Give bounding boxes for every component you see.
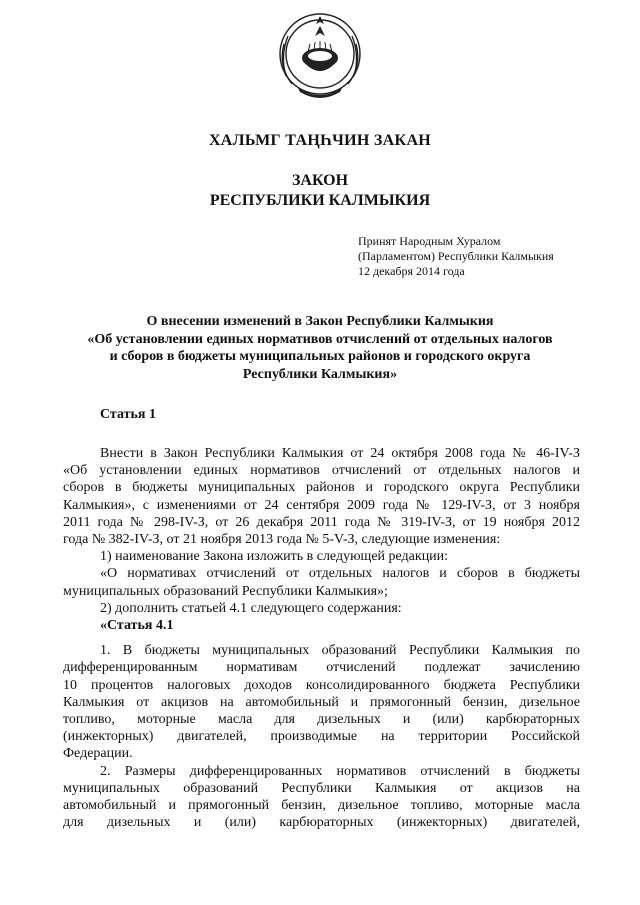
- subject-line: «Об установлении единых нормативов отчислений от отдельных налогов: [87, 331, 553, 347]
- adoption-line: (Парламентом) Республики Калмыкия: [358, 249, 554, 263]
- subject-line: и сборов в бюджеты муниципальных районов и городского округа: [109, 349, 531, 364]
- body-line: Калмыкия», с изменениями от 24 сентября 2009 года № 129-IV-З, от 3 ноября: [63, 497, 580, 513]
- article-4-1-heading: «Статья 4.1: [100, 618, 174, 634]
- body-line: года № 382-IV-З, от 21 ноября 2013 года № 5-V-З, следующие изменения:: [63, 532, 501, 548]
- body-line: «О нормативах отчислений от отдельных налогов и сборов в бюджеты: [100, 566, 580, 582]
- amendment-item: 2) дополнить статьей 4.1 следующего содержания:: [100, 600, 402, 616]
- body-line: 2. Размеры дифференцированных нормативов отчислений в бюджеты: [100, 763, 580, 779]
- law-subject-title: [0, 313, 640, 383]
- body-line: 2011 года № 298-IV-З, от 26 декабря 2011 года № 319-IV-З, от 19 ноября 2012: [63, 514, 580, 530]
- law-title: [0, 171, 640, 211]
- subject-line: Республики Калмыкия»: [242, 366, 398, 382]
- body-line: Внести в Закон Республики Калмыкия от 24 октября 2008 года № 46-IV-З: [100, 446, 580, 461]
- article-body: [63, 445, 580, 831]
- article-1-heading: Статья 1: [100, 407, 156, 422]
- law-word: ЗАКОН: [291, 172, 349, 189]
- body-line: муниципальных образований Республики Калмыкия от акцизов на: [63, 780, 580, 796]
- body-line: дифференцированным нормативам отчислений подлежат зачислению: [63, 660, 580, 676]
- body-line: Федерации.: [63, 746, 133, 762]
- adoption-note: [358, 234, 628, 279]
- republic-name: РЕСПУБЛИКИ КАЛМЫКИЯ: [209, 192, 431, 209]
- body-line: для дизельных и (или) карбюраторных (инжекторных) двигателей,: [63, 815, 580, 831]
- amendment-item: 1) наименование Закона изложить в следующей редакции:: [100, 549, 449, 565]
- kalmyk-law-title: ХАЛЬМГ ТАҢҺЧИН ЗАКАН: [208, 132, 432, 149]
- body-line: (инжекторных) двигателей, производимые на территории Российской: [63, 729, 580, 745]
- body-line: 10 процентов налоговых доходов консолидированного бюджета Республики: [63, 677, 580, 693]
- body-line: муниципальных образований Республики Калмыкия»;: [63, 583, 388, 599]
- body-line: Калмыкия от акцизов на автомобильный и прямогонный бензин, дизельное: [63, 694, 580, 710]
- body-line: «Об установлении единых нормативов отчислений от отдельных налогов и: [63, 463, 580, 479]
- adoption-date: 12 декабря 2014 года: [358, 264, 465, 278]
- body-line: сборов в бюджеты муниципальных районов и городского округа Республики: [63, 480, 580, 496]
- body-line: автомобильный и прямогонный бензин, дизельное топливо, моторные масла: [63, 798, 580, 814]
- coat-of-arms-emblem-icon: [270, 6, 370, 106]
- adoption-line: Принят Народным Хуралом: [358, 234, 501, 248]
- body-line: топливо, моторные масла для дизельных и (или) карбюраторных: [63, 712, 580, 728]
- subject-line: О внесении изменений в Закон Республики Калмыкия: [146, 314, 494, 329]
- body-line: 1. В бюджеты муниципальных образований Республики Калмыкия по: [100, 643, 580, 659]
